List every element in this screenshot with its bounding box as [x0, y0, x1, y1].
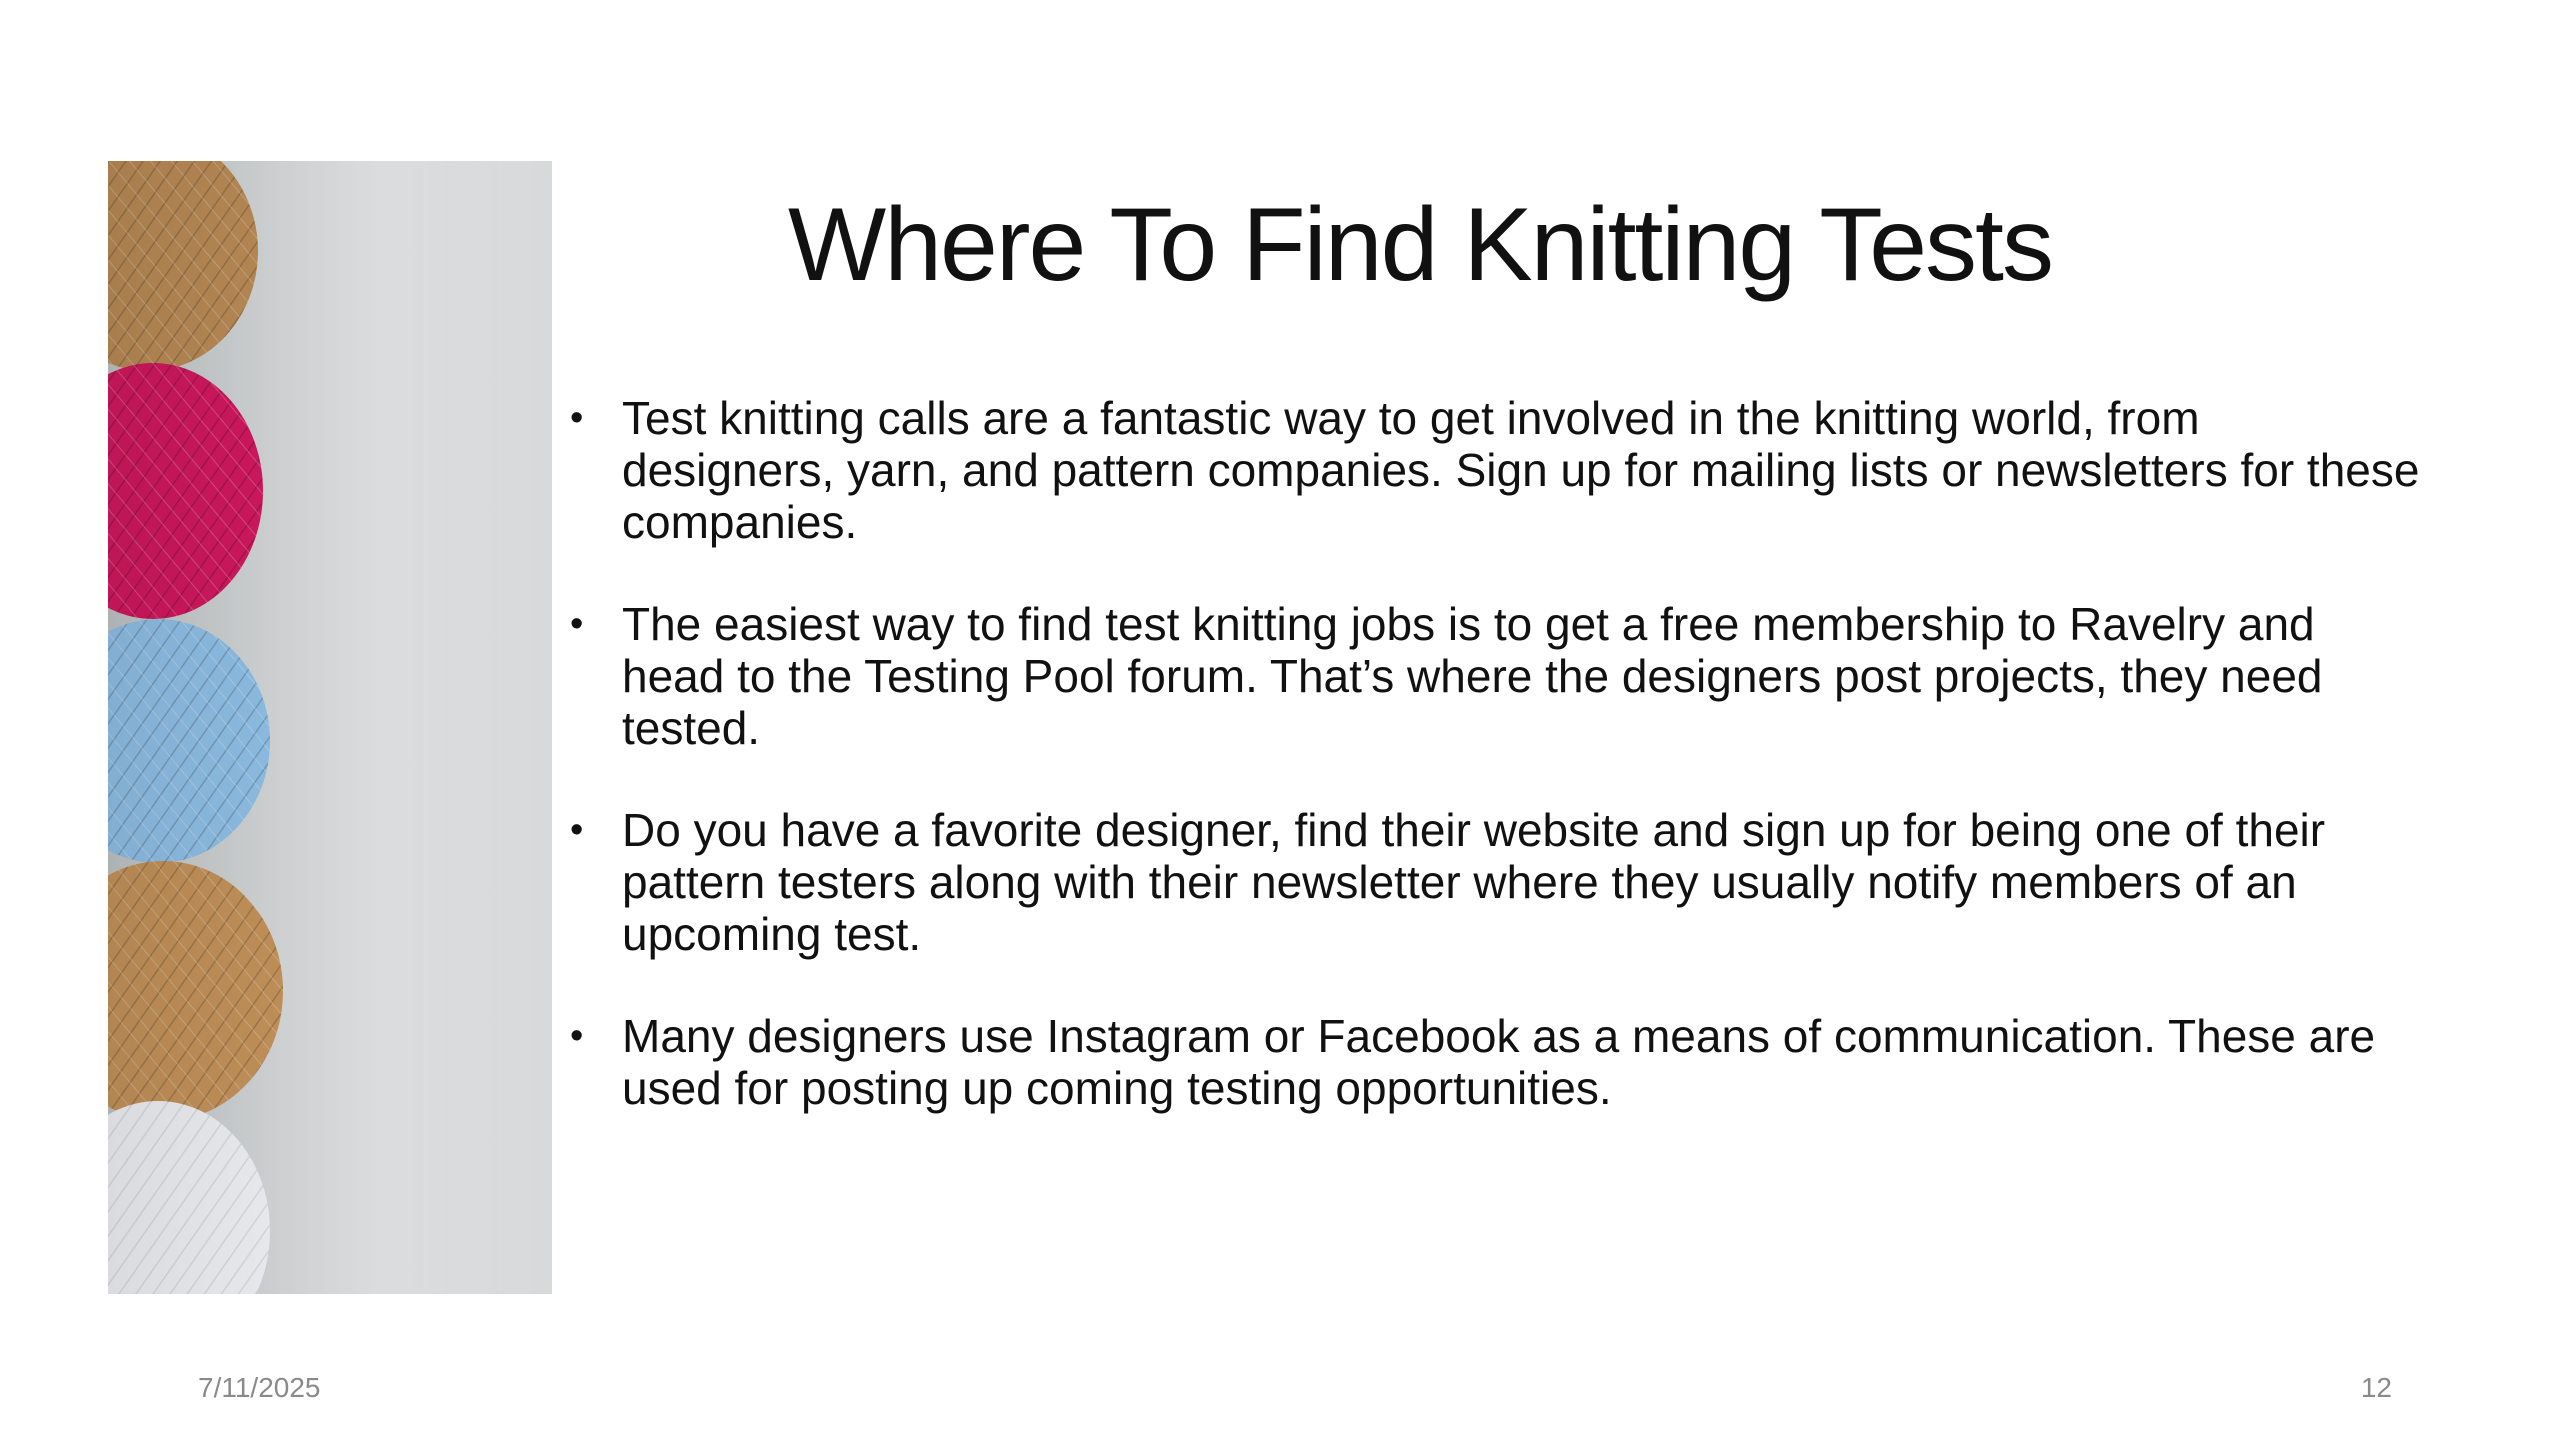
bullet-text: The easiest way to find test knitting jobs is to get a free membership to Ravelry and head to the Testing Pool forum. That’s where the designers post projects, they need tested. — [622, 598, 2323, 754]
footer-date: 7/11/2025 — [198, 1372, 321, 1403]
bullet-marker: • — [570, 1015, 584, 1057]
slide-number: 12 — [2360, 1372, 2392, 1403]
bullet-marker: • — [570, 397, 584, 439]
bullet-item — [570, 1010, 2420, 1114]
yarn-balls-image — [108, 161, 552, 1294]
bullet-item — [570, 804, 2420, 960]
bullet-text: Many designers use Instagram or Facebook as a means of communication. These are used for posting up coming testing opportunities. — [622, 1010, 2376, 1114]
bullet-marker: • — [570, 809, 584, 851]
bullet-text: Do you have a favorite designer, find their website and sign up for being one of their pattern testers along with their newsletter where they usually notify members of an upcoming test. — [622, 804, 2326, 960]
bullet-text: Test knitting calls are a fantastic way to get involved in the knitting world, from designers, yarn, and pattern companies. Sign up for mailing lists or newsletters for these companies. — [622, 392, 2420, 548]
slide-title: Where To Find Knitting Tests — [788, 187, 2052, 303]
bullet-marker: • — [570, 603, 584, 645]
bullet-item — [570, 598, 2420, 754]
bullet-item — [570, 392, 2420, 548]
bullet-list — [570, 392, 2420, 1164]
